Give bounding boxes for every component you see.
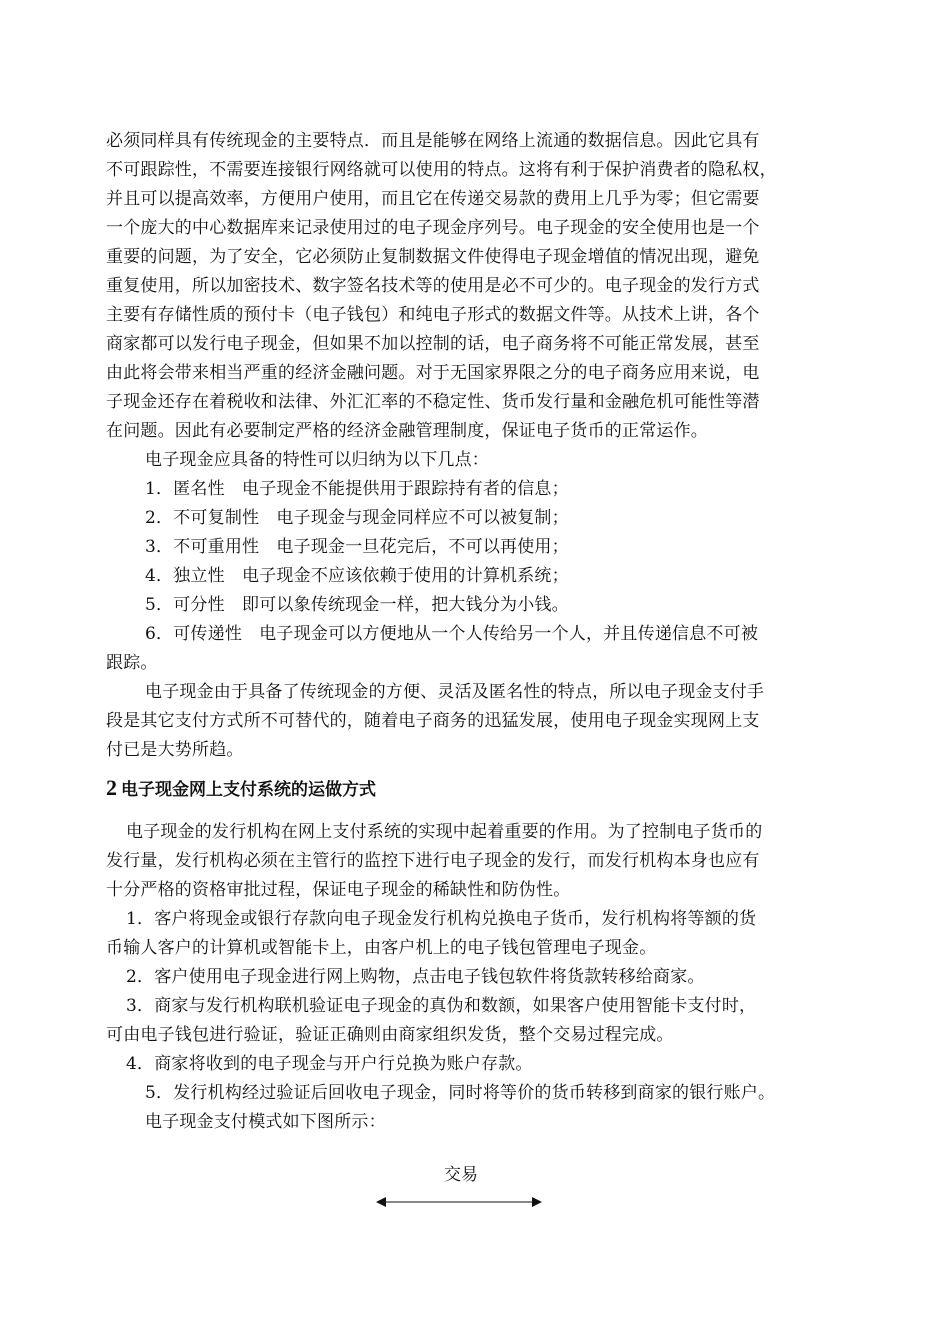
text-line: 并且可以提高效率，方便用户使用，而且它在传递交易款的费用上几乎为零；但它需要: [106, 189, 760, 209]
list-item: 3．不可重用性 电子现金一旦花完后，不可以再使用；: [145, 537, 569, 557]
list-item: 2．不可复制性 电子现金与现金同样应不可以被复制；: [145, 508, 569, 528]
diagram-label: 交易: [444, 1165, 478, 1185]
section-heading: [106, 775, 376, 801]
list-item: 3．商家与发行机构联机验证电子现金的真伪和数额，如果客户使用智能卡支付时，: [126, 996, 757, 1016]
list-item: 4．商家将收到的电子现金与开户行兑换为账户存款。: [126, 1054, 533, 1074]
list-item: 2．客户使用电子现金进行网上购物，点击电子钱包软件将货款转移给商家。: [126, 967, 705, 987]
features-intro: 电子现金应具备的特性可以归纳为以下几点：: [145, 450, 489, 470]
text-line: 不可跟踪性，不需要连接银行网络就可以使用的特点。这将有利于保护消费者的隐私权，: [106, 160, 777, 180]
list-item: 1．匿名性 电子现金不能提供用于跟踪持有者的信息；: [145, 479, 569, 499]
text-line: 重复使用，所以加密技术、数字签名技术等的使用是必不可少的。电子现金的发行方式: [106, 276, 760, 296]
section-number: 2: [106, 775, 117, 800]
list-item-continuation: 跟踪。: [106, 653, 158, 673]
text-line: 一个庞大的中心数据库来记录使用过的电子现金序列号。电子现金的安全使用也是一个: [106, 218, 760, 238]
text-line: 电子现金由于具备了传统现金的方便、灵活及匿名性的特点，所以电子现金支付手: [145, 682, 765, 702]
list-item-continuation: 可由电子钱包进行验证，验证正确则由商家组织发货，整个交易过程完成。: [106, 1025, 674, 1045]
text-line: 发行量，发行机构必须在主管行的监控下进行电子现金的发行，而发行机构本身也应有: [106, 851, 760, 871]
list-item: 1．客户将现金或银行存款向电子现金发行机构兑换电子货币，发行机构将等额的货: [126, 909, 757, 929]
section-title: 电子现金网上支付系统的运做方式: [121, 780, 376, 800]
list-item: 6．可传递性 电子现金可以方便地从一个人传给另一个人，并且传递信息不可被: [145, 624, 759, 644]
text-line: 由此将会带来相当严重的经济金融问题。对于无国家界限之分的电子商务应用来说，电: [106, 363, 760, 383]
list-item: 5．可分性 即可以象传统现金一样，把大钱分为小钱。: [145, 595, 569, 615]
text-line: 十分严格的资格审批过程，保证电子现金的稀缺性和防伪性。: [106, 880, 571, 900]
text-line: 付已是大势所趋。: [106, 740, 244, 760]
text-line: 电子现金的发行机构在网上支付系统的实现中起着重要的作用。为了控制电子货币的: [126, 822, 763, 842]
text-line: 商家都可以发行电子现金，但如果不加以控制的话，电子商务将不可能正常发展，甚至: [106, 334, 760, 354]
double-arrow-icon: [376, 1195, 542, 1209]
list-item: 4．独立性 电子现金不应该依赖于使用的计算机系统；: [145, 566, 569, 586]
list-item: 5．发行机构经过验证后回收电子现金，同时将等价的货币转移到商家的银行账户。: [145, 1083, 776, 1103]
text-line: 主要有存储性质的预付卡（电子钱包）和纯电子形式的数据文件等。从技术上讲，各个: [106, 305, 760, 325]
list-item-continuation: 币输人客户的计算机或智能卡上，由客户机上的电子钱包管理电子现金。: [106, 938, 657, 958]
text-line: 重要的问题，为了安全，它必须防止复制数据文件使得电子现金增值的情况出现，避免: [106, 247, 760, 267]
text-line: 必须同样具有传统现金的主要特点．而且是能够在网络上流通的数据信息。因此它具有: [106, 131, 760, 151]
text-line: 在问题。因此有必要制定严格的经济金融管理制度，保证电子货币的正常运作。: [106, 421, 708, 441]
figure-intro: 电子现金支付模式如下图所示：: [145, 1112, 386, 1132]
text-line: 段是其它支付方式所不可替代的，随着电子商务的迅猛发展，使用电子现金实现网上支: [106, 711, 760, 731]
text-line: 子现金还存在着税收和法律、外汇汇率的不稳定性、货币发行量和金融危机可能性等潜: [106, 392, 760, 412]
